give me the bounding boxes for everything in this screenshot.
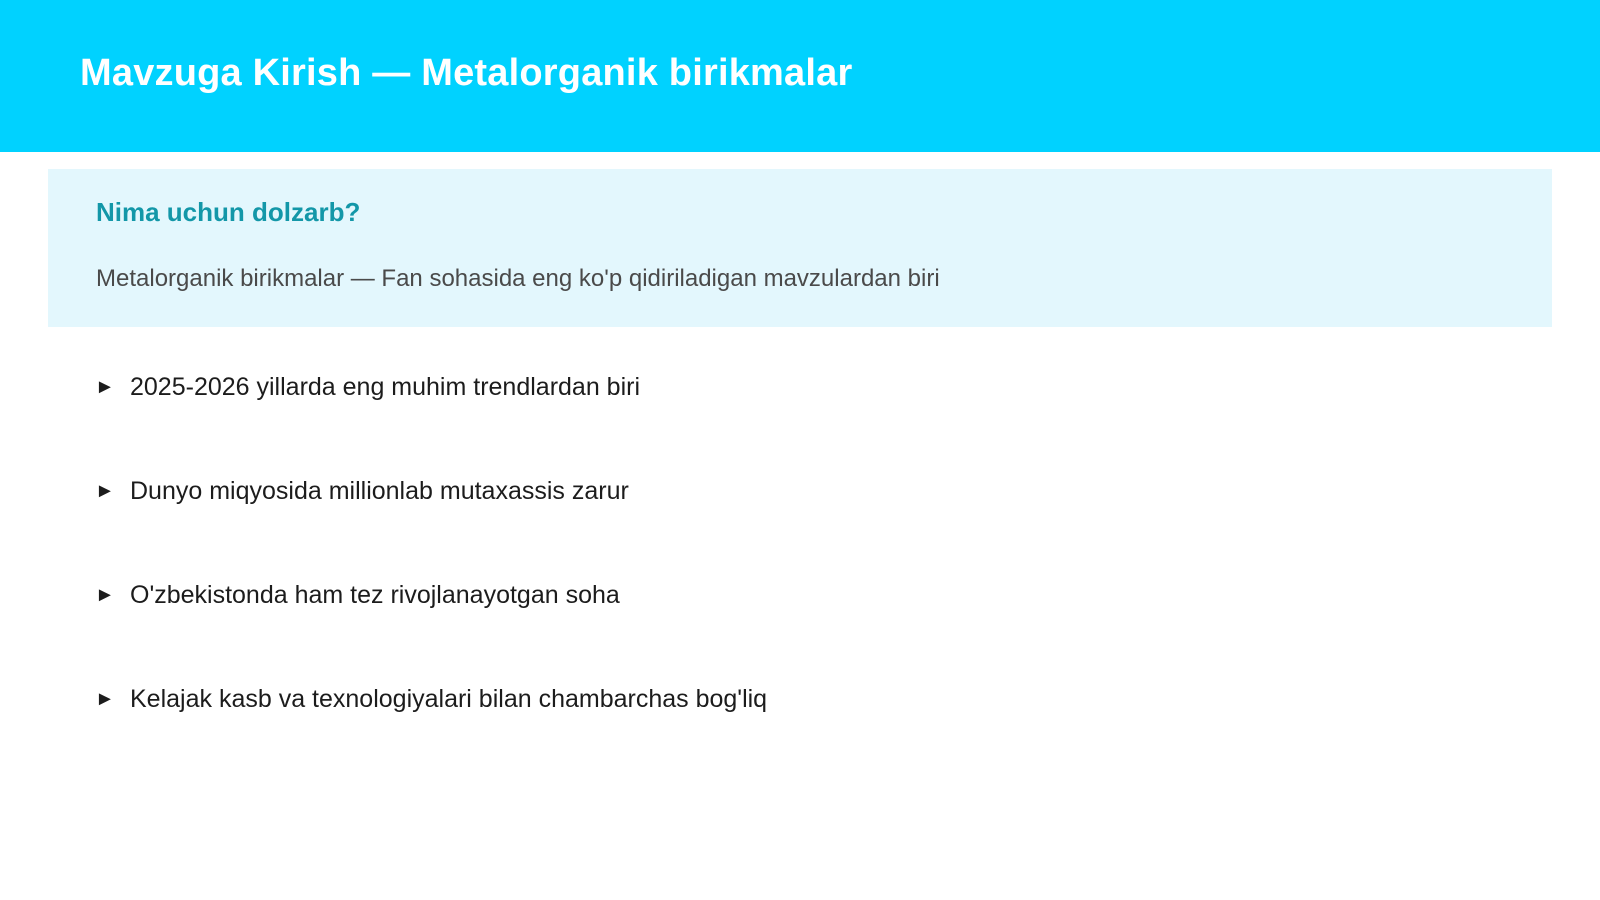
bullet-text: Kelajak kasb va texnologiyalari bilan chambarchas bog'liq — [130, 685, 768, 713]
triangle-right-icon: ► — [95, 480, 115, 502]
bullet-item — [95, 684, 767, 788]
highlight-heading: Nima uchun dolzarb? — [96, 197, 361, 227]
bullet-item — [95, 372, 767, 476]
bullet-item — [95, 476, 767, 580]
triangle-right-icon: ► — [95, 584, 115, 606]
bullet-list — [95, 372, 767, 788]
bullet-text: O'zbekistonda ham tez rivojlanayotgan soha — [130, 581, 620, 609]
highlight-box — [48, 169, 1552, 327]
highlight-text: Metalorganik birikmalar — Fan sohasida eng ko'p qidiriladigan mavzulardan biri — [96, 265, 940, 292]
bullet-text: 2025-2026 yillarda eng muhim trendlardan biri — [130, 373, 641, 401]
bullet-item — [95, 580, 767, 684]
triangle-right-icon: ► — [95, 376, 115, 398]
bullet-text: Dunyo miqyosida millionlab mutaxassis zarur — [130, 477, 629, 505]
slide-header — [0, 0, 1600, 152]
triangle-right-icon: ► — [95, 688, 115, 710]
slide-title: Mavzuga Kirish — Metalorganik birikmalar — [80, 52, 853, 94]
